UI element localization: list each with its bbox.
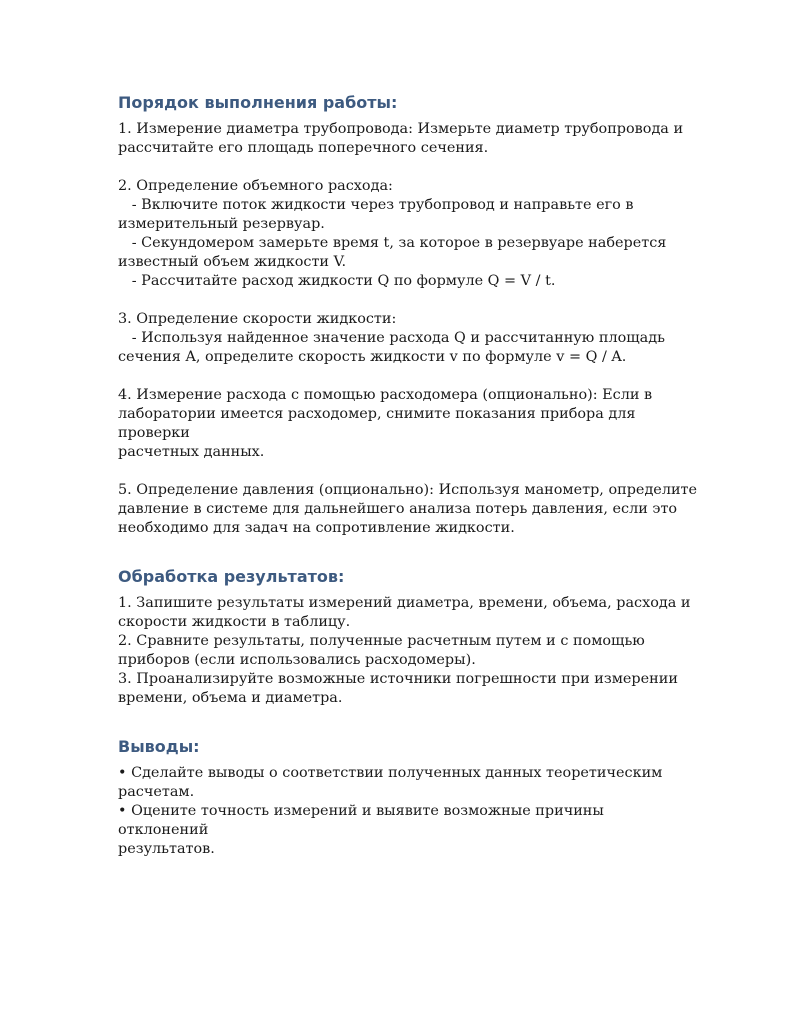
text-line: - Секундомером замерьте время t, за которое в резервуаре наберется — [118, 235, 667, 251]
text-line: измерительный резервуар. — [118, 216, 325, 232]
text-line: 5. Определение давления (опционально): Используя манометр, определите — [118, 482, 698, 498]
text-line: расчетных данных. — [118, 444, 265, 460]
section-results — [118, 566, 698, 708]
conclusions-list — [118, 764, 698, 859]
text-line: 2. Сравните результаты, полученные расчетным путем и с помощью — [118, 633, 645, 649]
text-line: 4. Измерение расхода с помощью расходомера (опционально): Если в — [118, 387, 653, 403]
procedure-step-5 — [118, 481, 698, 538]
procedure-step-1 — [118, 120, 698, 158]
procedure-step-2 — [118, 177, 698, 291]
text-line: 1. Запишите результаты измерений диаметра, времени, объема, расхода и — [118, 595, 691, 611]
text-line: • Оцените точность измерений и выявите возможные причины отклонений — [118, 803, 609, 838]
text-line: известный объем жидкости V. — [118, 254, 347, 270]
text-line: - Включите поток жидкости через трубопровод и направьте его в — [118, 197, 634, 213]
text-line: рассчитайте его площадь поперечного сечения. — [118, 140, 489, 156]
section-conclusions — [118, 736, 698, 859]
section-procedure — [118, 92, 698, 538]
text-line: результатов. — [118, 841, 215, 857]
text-line: сечения A, определите скорость жидкости v по формуле v = Q / A. — [118, 349, 627, 365]
text-line: • Сделайте выводы о соответствии полученных данных теоретическим — [118, 765, 663, 781]
text-line: 3. Проанализируйте возможные источники погрешности при измерении — [118, 671, 678, 687]
heading-conclusions: Выводы: — [118, 737, 200, 756]
text-line: - Используя найденное значение расхода Q и рассчитанную площадь — [118, 330, 665, 346]
text-line: расчетам. — [118, 784, 195, 800]
procedure-step-3 — [118, 310, 698, 367]
text-line: приборов (если использовались расходомеры). — [118, 652, 476, 668]
text-line: времени, объема и диаметра. — [118, 690, 343, 706]
document-page — [118, 92, 698, 859]
text-line: скорости жидкости в таблицу. — [118, 614, 351, 630]
heading-results: Обработка результатов: — [118, 567, 345, 586]
text-line: 3. Определение скорости жидкости: — [118, 311, 397, 327]
text-line: необходимо для задач на сопротивление жидкости. — [118, 520, 515, 536]
results-list — [118, 594, 698, 708]
text-line: - Рассчитайте расход жидкости Q по формуле Q = V / t. — [118, 273, 556, 289]
heading-procedure: Порядок выполнения работы: — [118, 93, 398, 112]
text-line: давление в системе для дальнейшего анализа потерь давления, если это — [118, 501, 678, 517]
text-line: лаборатории имеется расходомер, снимите показания прибора для проверки — [118, 406, 641, 441]
procedure-step-4 — [118, 386, 698, 462]
text-line: 2. Определение объемного расхода: — [118, 178, 393, 194]
text-line: 1. Измерение диаметра трубопровода: Измерьте диаметр трубопровода и — [118, 121, 684, 137]
